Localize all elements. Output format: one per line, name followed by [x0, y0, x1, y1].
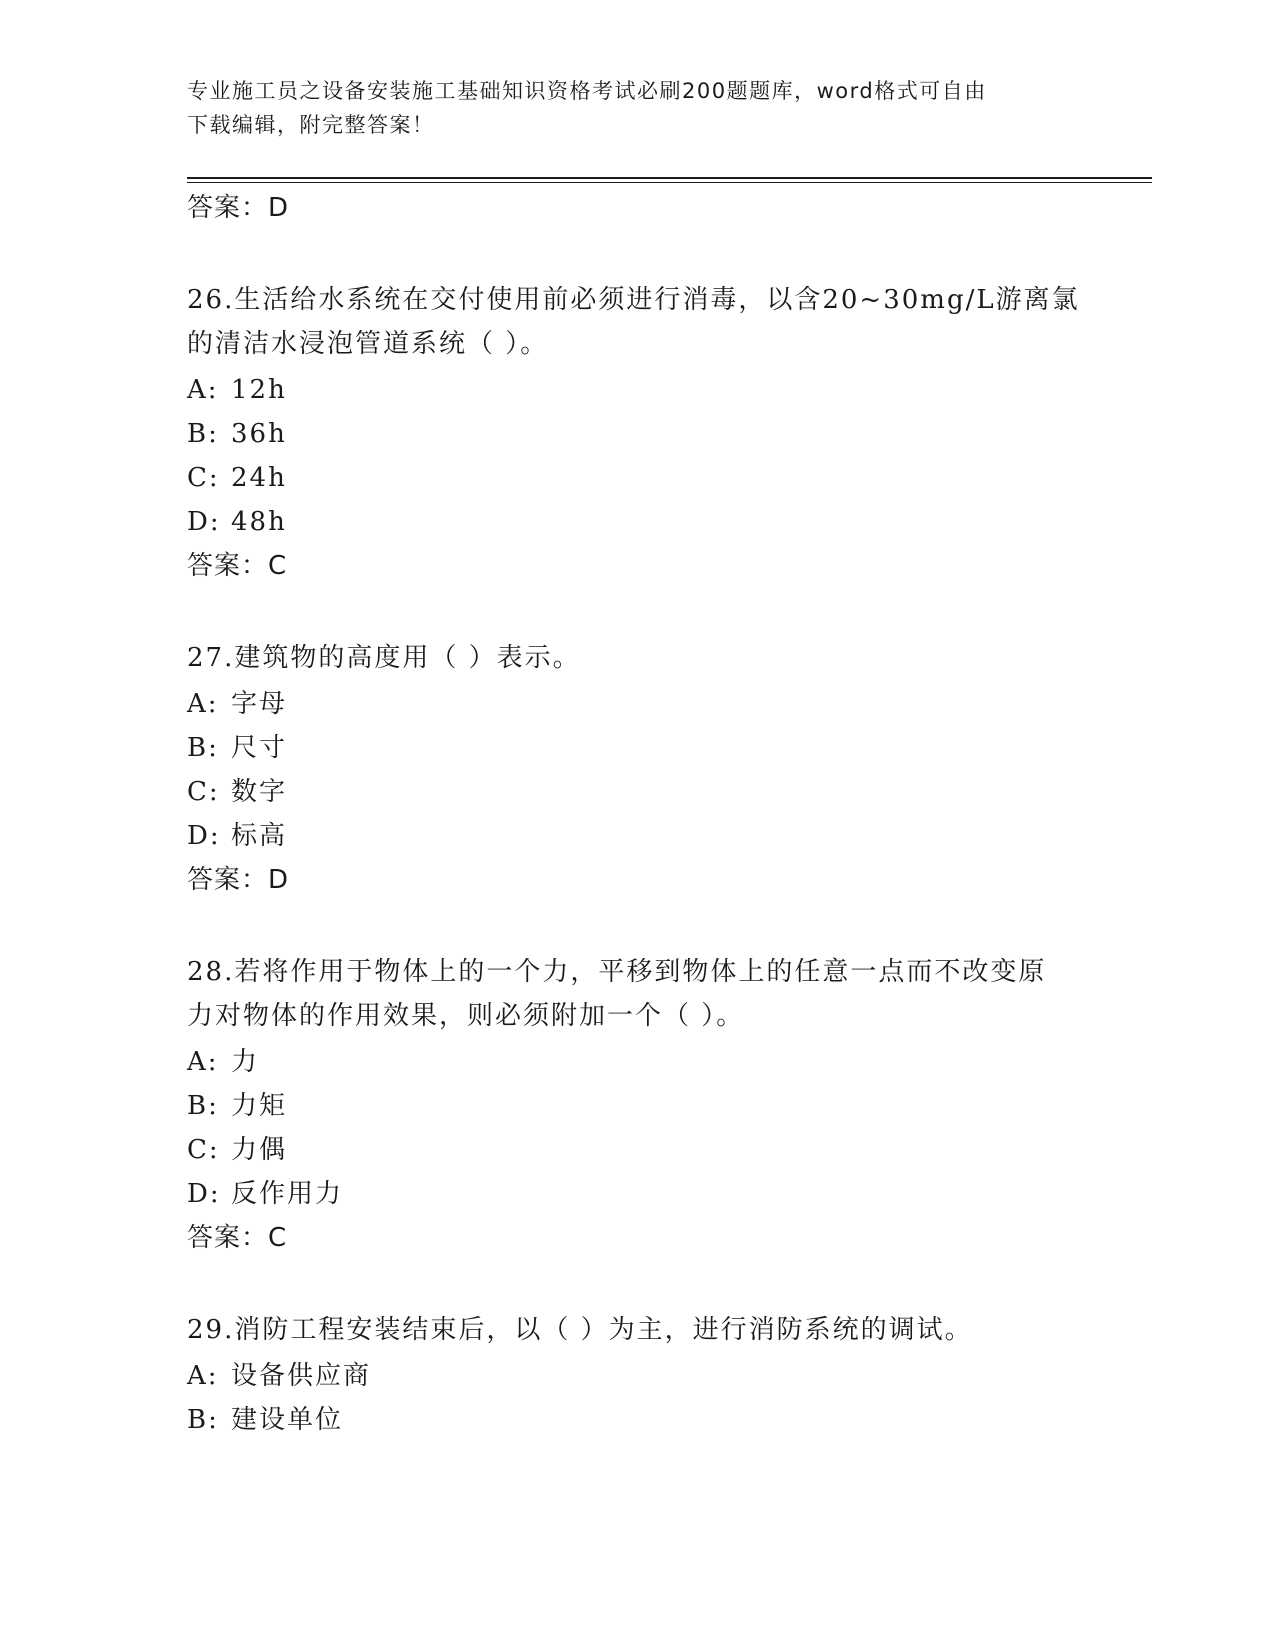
question-26-option-c: [187, 460, 287, 496]
question-28-option-c: [187, 1132, 287, 1168]
document-header: [187, 74, 1087, 142]
question-29-option-a: [187, 1358, 371, 1394]
question-29: [187, 1308, 1087, 1352]
question-29-option-b: [187, 1402, 343, 1438]
option-key: A:: [187, 1361, 219, 1391]
question-27-line-1: 27.建筑物的高度用（ ）表示。: [187, 643, 581, 673]
question-27-option-b: [187, 730, 287, 766]
answer-26: 答案：C: [187, 551, 288, 581]
option-text: 48h: [231, 507, 287, 537]
option-key: D:: [187, 821, 221, 851]
question-28-line-1: 28.若将作用于物体上的一个力，平移到物体上的任意一点而不改变原: [187, 957, 1047, 987]
answer-27: 答案：D: [187, 865, 290, 895]
question-27-option-a: [187, 686, 287, 722]
option-text: 12h: [231, 375, 287, 405]
option-text: 数字: [231, 777, 288, 807]
option-key: C:: [187, 463, 220, 493]
question-26-line-1: 26.生活给水系统在交付使用前必须进行消毒，以含20~30mg/L游离氯: [187, 285, 1080, 315]
header-line-1: 专业施工员之设备安装施工基础知识资格考试必刷200题题库，word格式可自由: [187, 79, 987, 103]
question-28-option-b: [187, 1088, 287, 1124]
question-28-line-2: 力对物体的作用效果，则必须附加一个（ ）。: [187, 1001, 745, 1031]
option-key: A:: [187, 689, 219, 719]
header-rule-thin: [187, 182, 1152, 183]
option-text: 设备供应商: [231, 1361, 372, 1391]
option-key: A:: [187, 375, 219, 405]
option-key: A:: [187, 1047, 219, 1077]
option-key: D:: [187, 1179, 221, 1209]
option-key: B:: [187, 1405, 219, 1435]
header-rule-thick: [187, 177, 1152, 179]
option-key: C:: [187, 1135, 220, 1165]
option-key: D:: [187, 507, 221, 537]
question-28-option-a: [187, 1044, 259, 1080]
option-text: 24h: [231, 463, 287, 493]
question-26-option-d: [187, 504, 287, 540]
option-text: 力: [231, 1047, 260, 1077]
question-29-line-1: 29.消防工程安装结束后，以（ ）为主，进行消防系统的调试。: [187, 1315, 973, 1345]
question-28-option-d: [187, 1176, 343, 1212]
header-line-2: 下载编辑，附完整答案！: [187, 113, 435, 137]
answer-28: 答案：C: [187, 1223, 288, 1253]
option-text: 建设单位: [231, 1405, 344, 1435]
question-27-option-d: [187, 818, 287, 854]
option-key: C:: [187, 777, 220, 807]
option-text: 反作用力: [231, 1179, 344, 1209]
option-text: 尺寸: [231, 733, 288, 763]
question-26-option-a: [187, 372, 287, 408]
question-26: [187, 278, 1087, 366]
option-text: 力偶: [231, 1135, 288, 1165]
option-key: B:: [187, 1091, 219, 1121]
question-26-line-2: 的清洁水浸泡管道系统（ ）。: [187, 329, 549, 359]
question-27: [187, 636, 1087, 680]
option-text: 力矩: [231, 1091, 288, 1121]
option-text: 标高: [231, 821, 288, 851]
question-27-option-c: [187, 774, 287, 810]
option-key: B:: [187, 733, 219, 763]
option-text: 字母: [231, 689, 288, 719]
option-text: 36h: [231, 419, 287, 449]
question-28: [187, 950, 1087, 1038]
answer-25: 答案：D: [187, 193, 290, 223]
option-key: B:: [187, 419, 219, 449]
question-26-option-b: [187, 416, 287, 452]
